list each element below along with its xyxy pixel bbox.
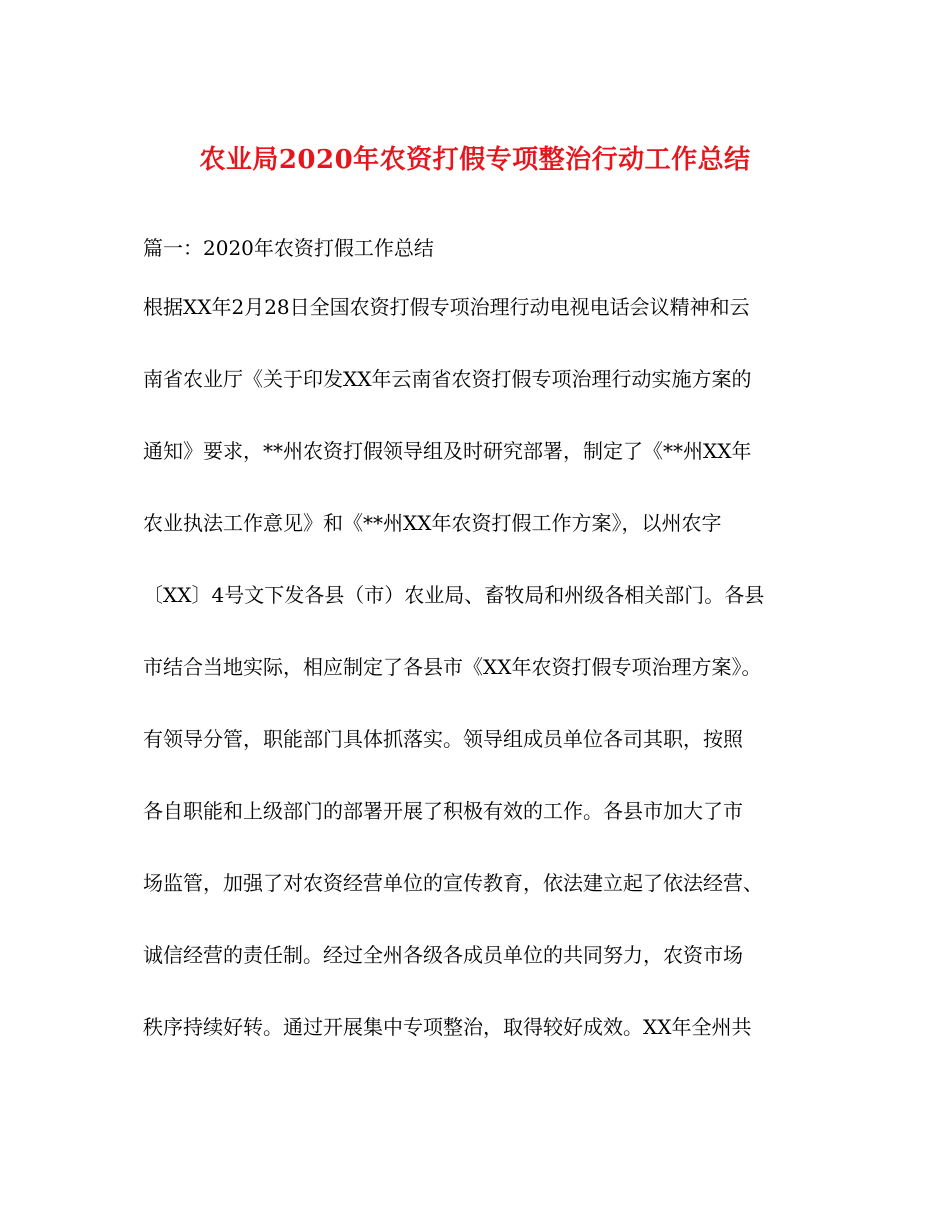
body-line-9: 场监管，加强了对农资经营单位的宣传教育，依法建立起了依法经营、: [143, 871, 763, 895]
body-line-7: 有领导分管，职能部门具体抓落实。领导组成员单位各司其职，按照: [143, 727, 743, 751]
body-line-2: 南省农业厅《关于印发XX年云南省农资打假专项治理行动实施方案的: [143, 367, 752, 391]
body-line-4: 农业执法工作意见》和《**州XX年农资打假工作方案》，以州农字: [143, 511, 722, 535]
body-line-5: 〔XX〕4号文下发各县（市）农业局、畜牧局和州级各相关部门。各县: [143, 583, 765, 607]
body-line-8: 各自职能和上级部门的部署开展了积极有效的工作。各县市加大了市: [143, 799, 743, 823]
body-line-11: 秩序持续好转。通过开展集中专项整治，取得较好成效。XX年全州共: [143, 1015, 752, 1039]
body-line-1: 根据XX年2月28日全国农资打假专项治理行动电视电话会议精神和云: [143, 295, 750, 319]
body-line-3: 通知》要求，**州农资打假领导组及时研究部署，制定了《**州XX年: [143, 439, 752, 463]
document-title: 农业局2020年农资打假专项整治行动工作总结: [199, 145, 751, 175]
body-line-6: 市结合当地实际，相应制定了各县市《XX年农资打假专项治理方案》。: [143, 655, 762, 679]
body-line-10: 诚信经营的责任制。经过全州各级各成员单位的共同努力，农资市场: [143, 943, 743, 967]
section-heading: 篇一：2020年农资打假工作总结: [143, 236, 434, 260]
